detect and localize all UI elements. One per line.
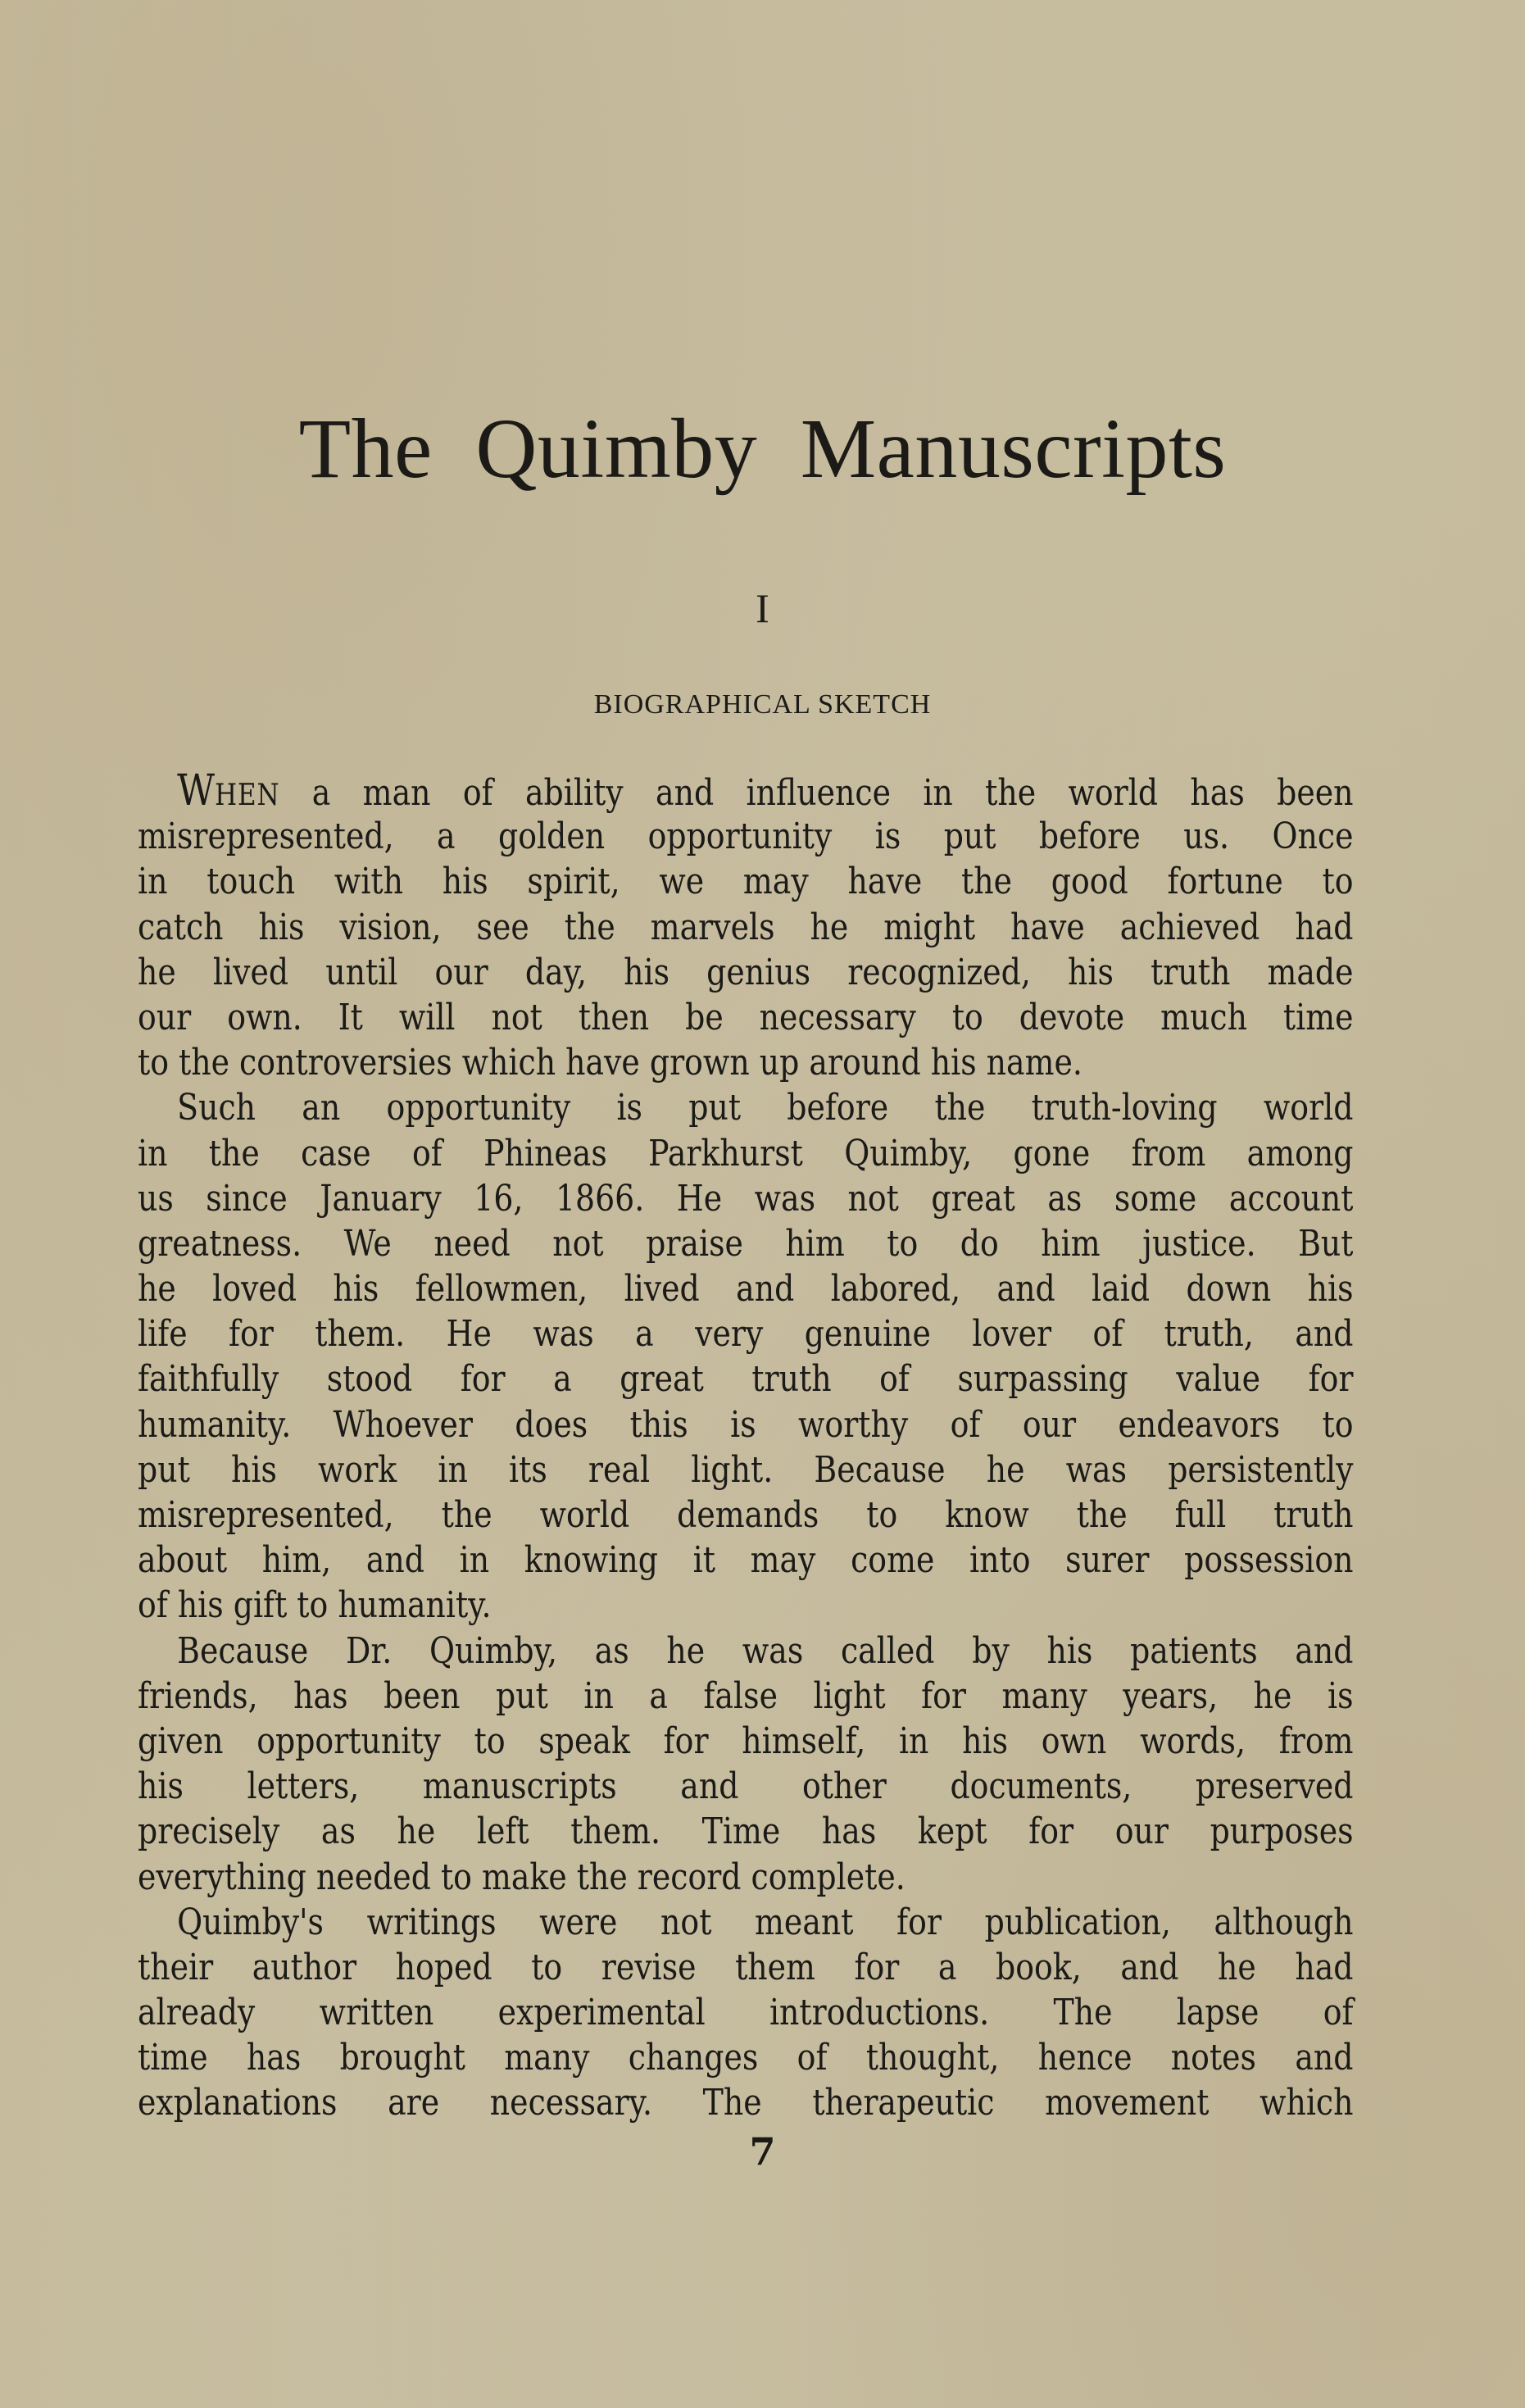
text-line: humanity. Whoever does this is worthy of our endeavors to xyxy=(138,1403,1354,1446)
text-line: in touch with his spirit, we may have the good fortune to xyxy=(138,861,1354,903)
text-line: misrepresented, a golden opportunity is put before us. Once xyxy=(138,816,1354,858)
page-number: 7 xyxy=(749,2129,776,2174)
text-line: about him, and in knowing it may come into surer possession xyxy=(138,1539,1354,1582)
text-line xyxy=(138,766,1354,816)
drop-word-initial: W xyxy=(177,766,216,816)
text-line: precisely as he left them. Time has kept for our purposes xyxy=(138,1811,1354,1853)
text-line: Because Dr. Quimby, as he was called by his patients and xyxy=(177,1629,1354,1672)
text-line: he lived until our day, his genius recognized, his truth made xyxy=(138,951,1354,993)
book-title: The Quimby Manuscripts xyxy=(298,402,1227,496)
text-line: explanations are necessary. The therapeutic movement which xyxy=(138,2082,1354,2124)
text-line: our own. It will not then be necessary to devote much time xyxy=(138,996,1354,1038)
text-line: everything needed to make the record complete. xyxy=(138,1856,905,1898)
text-line: time has brought many changes of thought, hence notes and xyxy=(138,2037,1354,2079)
text-line: to the controversies which have grown up around his name. xyxy=(138,1042,1082,1084)
text-line: catch his vision, see the marvels he might have achieved had xyxy=(138,906,1354,948)
text-line: life for them. He was a very genuine lover of truth, and xyxy=(138,1313,1354,1356)
text-line: in the case of Phineas Parkhurst Quimby, gone from among xyxy=(138,1132,1354,1174)
text-line: of his gift to humanity. xyxy=(138,1584,492,1627)
text-line: already written experimental introductions. The lapse of xyxy=(138,1992,1354,2034)
text-line: Such an opportunity is put before the truth-loving world xyxy=(177,1087,1354,1129)
text-line: Quimby's writings were not meant for publication, although xyxy=(177,1901,1354,1943)
text-line: given opportunity to speak for himself, in his own words, from xyxy=(138,1720,1354,1762)
body-text xyxy=(138,766,1354,2126)
chapter-number: I xyxy=(756,585,769,631)
text-line: faithfully stood for a great truth of surpassing value for xyxy=(138,1358,1354,1401)
text-line: greatness. We need not praise him to do him justice. But xyxy=(138,1222,1354,1265)
drop-word-rest: HEN xyxy=(215,779,280,812)
text-line: he loved his fellowmen, lived and labored, and laid down his xyxy=(138,1268,1354,1311)
text-line: put his work in its real light. Because he was persistently xyxy=(138,1448,1354,1491)
text-line: misrepresented, the world demands to know the full truth xyxy=(138,1494,1354,1536)
text-line: friends, has been put in a false light for many years, he is xyxy=(138,1674,1354,1717)
text-line: us since January 16, 1866. He was not great as some account xyxy=(138,1177,1354,1220)
text-line-content: a man of ability and influence in the world has been xyxy=(279,772,1354,814)
chapter-title: BIOGRAPHICAL SKETCH xyxy=(593,689,932,720)
text-line: his letters, manuscripts and other documents, preserved xyxy=(138,1765,1354,1808)
text-line: their author hoped to revise them for a book, and he had xyxy=(138,1946,1354,1988)
